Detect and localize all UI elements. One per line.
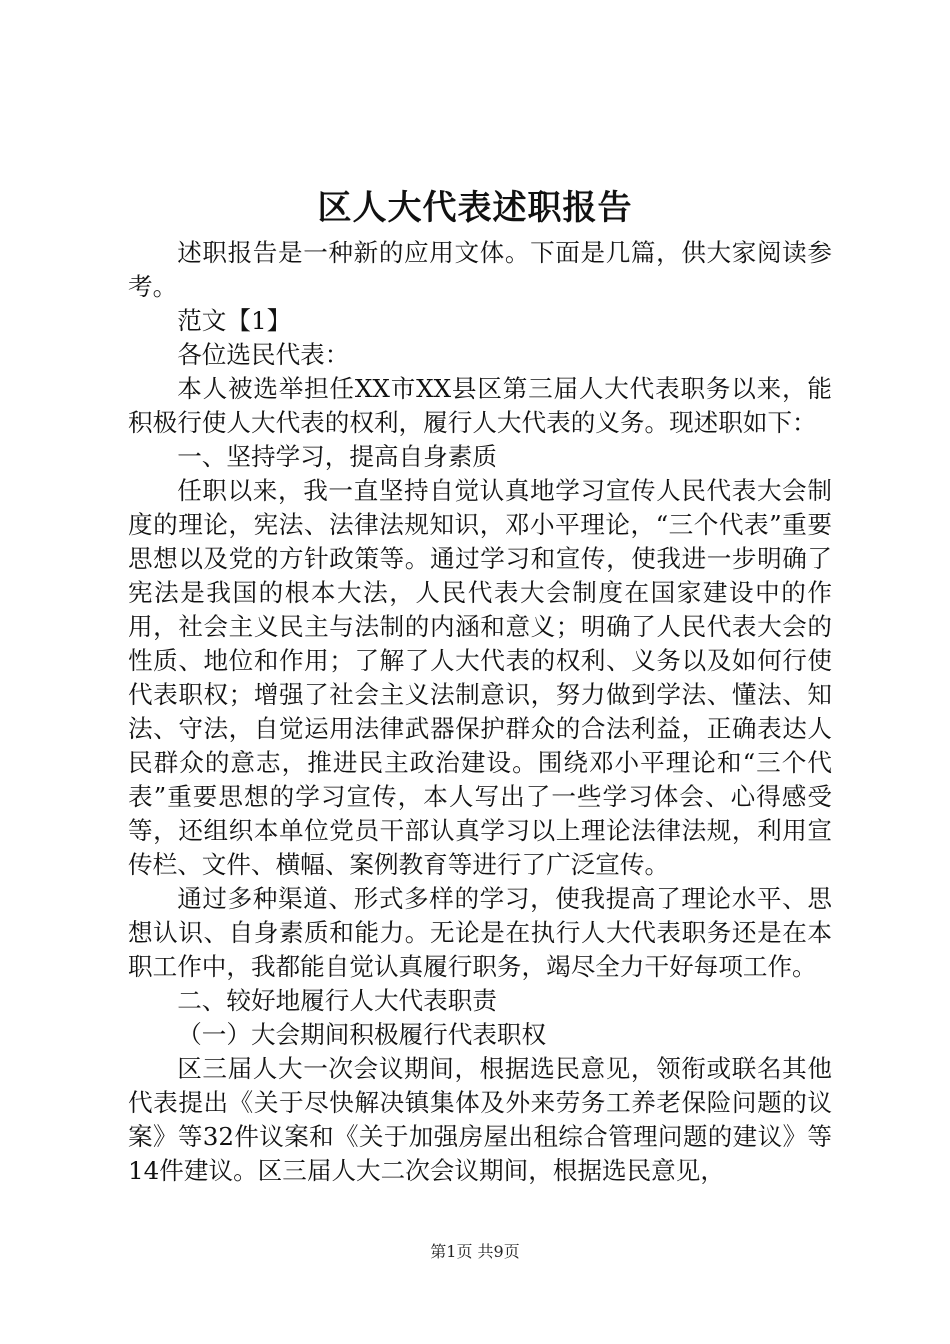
- paragraph-sample-heading: 范文【1】: [177, 306, 292, 335]
- section-heading-2: 二、较好地履行人大代表职责: [177, 986, 497, 1015]
- paragraph-salutation: 各位选民代表：: [177, 340, 350, 369]
- document-body: [128, 236, 832, 1188]
- paragraph-opening: 本人被选举担任XX市XX县区第三届人大代表职务以来，能积极行使人大代表的权利，履行人大代表的义务。现述职如下：: [128, 374, 832, 437]
- paragraph-intro: 述职报告是一种新的应用文体。下面是几篇，供大家阅读参考。: [128, 238, 832, 301]
- page-number-footer: 第1页 共9页: [430, 1242, 520, 1261]
- paragraph-study: 任职以来，我一直坚持自觉认真地学习宣传人民代表大会制度的理论，宪法、法律法规知识，邓小平理论，“三个代表”重要思想以及党的方针政策等。通过学习和宣传，使我进一步明确了宪法是我国的根本大法，人民代表大会制度在国家建设中的作用，社会主义民主与法制的内涵和意义；明确了人民代表大会的性质、地位和作用；了解了人大代表的权利、义务以及如何行使代表职权；增强了社会主义法制意识，努力做到学法、懂法、知法、守法，自觉运用法律武器保护群众的合法利益，正确表达人民群众的意志，推进民主政治建设。围绕邓小平理论和“三个代表”重要思想的学习宣传，本人写出了一些学习体会、心得感受等，还组织本单位党员干部认真学习以上理论法律法规，利用宣传栏、文件、横幅、案例教育等进行了广泛宣传。: [128, 476, 832, 879]
- document-title: 区人大代表述职报告: [317, 188, 633, 228]
- subsection-heading-1: （一）大会期间积极履行代表职权: [177, 1020, 547, 1049]
- paragraph-study-result: 通过多种渠道、形式多样的学习，使我提高了理论水平、思想认识、自身素质和能力。无论是在执行人大代表职务还是在本职工作中，我都能自觉认真履行职务，竭尽全力干好每项工作。: [128, 884, 832, 981]
- paragraph-meeting: 区三届人大一次会议期间，根据选民意见，领衔或联名其他代表提出《关于尽快解决镇集体及外来劳务工养老保险问题的议案》等32件议案和《关于加强房屋出租综合管理问题的建议》等14件建议。区三届人大二次会议期间，根据选民意见，: [128, 1054, 832, 1185]
- section-heading-1: 一、坚持学习，提高自身素质: [177, 442, 497, 471]
